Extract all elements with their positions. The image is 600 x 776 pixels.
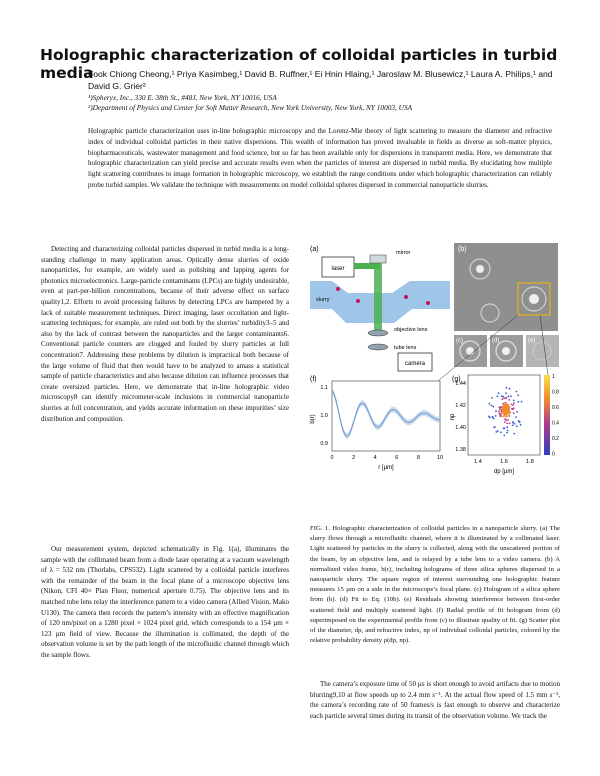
scatter-point: [506, 423, 508, 425]
colorbar: [544, 375, 550, 455]
xtick: 10: [436, 455, 444, 461]
ytick: 1.0: [320, 413, 328, 419]
objective-lens-label: objective lens: [394, 327, 428, 333]
scatter-point: [501, 395, 503, 397]
mirror: [370, 255, 386, 263]
scatter-point: [500, 431, 502, 433]
xtick: 0: [330, 455, 334, 461]
tube-lens-shape: [368, 344, 388, 350]
scatter-point: [503, 396, 505, 398]
scatter-point: [513, 412, 515, 414]
hologram-center: [476, 265, 484, 273]
scatter-point: [492, 406, 494, 408]
scatter-point: [513, 402, 515, 404]
scatter-point: [512, 421, 514, 423]
body-paragraph-intro: Detecting and characterizing colloidal particles dispersed in turbid media is a long-standing challenge in many application areas. Optically dense slurries of oxide nanoparticles, for example, are widely used as polishing and lapping agents for photonics microelectronics. Large-particle contaminants (LPCs) are highly undesirable, even at part-per-billion concentrations, because of their adverse effect on surface quality1,2. Efforts to avoid processing failures by detecting LPCs are hampered by a lack of suitable measurement techniques. Direct imaging, laser occultation and light-scattering techniques, for example, are ruled out both by the slurries’ turbidity3–5 and also by the lack of contrast between the nanoparticles and the larger contaminants6. Conventional particle counters are clogged and fouled by slurry particles at full concentration7. Addressing these problems by dilution is impractical both because of the large volume of fluid that then would have to be analyzed to amass a statistical sample of particle characteristics and also because dilution can influence processes that create oversized particles. Here, we demonstrate that in-line holographic video microscopy8 can identify micrometer-scale inclusions in commercial nanoparticle slurries at full concentration, and yields accurate information on these impurities’ size distribution and composition.: [41, 245, 289, 423]
panel-label-b: (b): [458, 246, 467, 253]
scatter-point: [520, 424, 522, 426]
ytick: 1.44: [455, 381, 466, 387]
scatter-point: [509, 423, 511, 425]
scatter-point: [499, 413, 501, 415]
scatter-point: [512, 404, 514, 406]
scatter-point: [513, 407, 515, 409]
scatter-point: [499, 409, 501, 411]
scatter-point: [497, 395, 499, 397]
author-list: Fook Chiong Cheong,¹ Priya Kasimbeg,¹ David B. Ruffner,¹ Ei Hnin Hlaing,¹ Jaroslaw M. Blusewicz,¹ Laura A. Philips,¹ and David G. Grier²: [88, 69, 553, 91]
x-axis-label: r [µm]: [378, 465, 394, 471]
panel-label-d: (d): [492, 338, 500, 344]
y-axis-label: np: [450, 413, 456, 421]
x-axis-label: dp [µm]: [493, 469, 515, 475]
scatter-point: [511, 404, 513, 406]
colorbar-tick: 0.4: [552, 420, 559, 427]
xtick: 6: [395, 455, 399, 461]
scatter-point: [511, 408, 513, 410]
scatter-point: [508, 414, 510, 416]
panel-label-g: (g): [452, 376, 461, 383]
slurry-label: slurry: [316, 297, 330, 303]
scatter-point: [521, 401, 523, 403]
xtick: 8: [416, 455, 420, 461]
scatter-point: [510, 396, 512, 398]
scatter-point: [506, 387, 508, 389]
objective-lens-shape: [368, 330, 388, 336]
ytick: 1.38: [455, 447, 466, 453]
colorbar-tick: 1: [552, 374, 555, 380]
scatter-point: [497, 430, 499, 432]
scatter-point: [507, 419, 509, 421]
scatter-point: [506, 432, 508, 434]
xtick: 2: [352, 455, 356, 461]
scatter-point: [509, 388, 511, 390]
xtick: 1.8: [526, 459, 534, 465]
scatter-point: [516, 411, 518, 413]
scatter-point: [495, 431, 497, 433]
colorbar-tick: 0.8: [552, 389, 559, 396]
scatter-point: [491, 397, 493, 399]
scatter-point: [489, 403, 491, 405]
scatter-point: [508, 399, 510, 401]
particle: [336, 287, 340, 291]
colorbar-tick: 0: [552, 451, 555, 458]
data-band: [332, 388, 440, 439]
scatter-point: [503, 398, 505, 400]
scatter-point: [517, 394, 519, 396]
panel-label-c: (c): [456, 338, 463, 344]
hologram-center: [529, 294, 539, 304]
colorbar-tick: 0.2: [552, 436, 559, 442]
scatter-point: [494, 426, 496, 428]
density-peak: [502, 403, 510, 415]
panel-a-schematic: [310, 246, 450, 371]
scatter-point: [498, 406, 500, 408]
ytick: 0.9: [320, 441, 328, 447]
scatter-point: [514, 423, 516, 425]
laser-beam-vertical: [374, 263, 382, 331]
scatter-point: [515, 416, 517, 418]
scatter-point: [516, 425, 518, 427]
scatter-point: [504, 427, 506, 429]
scatter-point: [508, 395, 510, 397]
ytick: 1.40: [455, 425, 466, 431]
affiliation-2: ²)Department of Physics and Center for Soft Matter Research, New York University, New York, NY 10003, USA: [88, 102, 413, 112]
affiliation-1: ¹)Spheryx, Inc., 330 E. 38th St., #48J, New York, NY 10016, USA: [88, 93, 277, 102]
scatter-point: [512, 425, 514, 427]
xtick: 4: [373, 455, 377, 461]
figure-1: [308, 241, 562, 513]
paper-title: Holographic characterization of colloidal particles in turbid media: [40, 46, 558, 82]
panel-b-hologram: [454, 243, 558, 331]
ytick: 1.42: [455, 403, 466, 409]
scatter-point: [495, 415, 497, 417]
panel-f-profile: [310, 376, 443, 471]
scatter-point: [501, 398, 503, 400]
scatter-point: [505, 419, 507, 421]
ytick: 1.1: [320, 385, 328, 391]
scatter-point: [505, 392, 507, 394]
panel-g-scatter: [450, 374, 559, 475]
particle: [356, 299, 360, 303]
scatter-point: [495, 410, 497, 412]
scatter-point: [500, 415, 502, 417]
particle: [404, 295, 408, 299]
particle: [426, 301, 430, 305]
scatter-point: [492, 417, 494, 419]
scatter-point: [498, 411, 500, 413]
tube-lens-label: tube lens: [394, 345, 417, 351]
scatter-point: [507, 430, 509, 432]
scatter-point: [506, 426, 508, 428]
body-paragraph-camera: The camera’s exposure time of 50 µs is short enough to avoid artifacts due to motion blurring9,10 at flow speeds up to 2.4 mm s⁻¹. At the actual flow speed of 1.5 mm s⁻¹, the camera’s recording rate of 50 frames/s is fast enough to observe and characterize each particle several times during its transit of the observation volume. We track the: [310, 680, 560, 720]
scatter-point: [491, 405, 493, 407]
scatter-point: [498, 392, 500, 394]
panel-label-e: (e): [528, 338, 536, 344]
scatter-point: [518, 401, 520, 403]
camera-label: camera: [404, 361, 426, 367]
mirror-label: mirror: [396, 250, 411, 256]
scatter-point: [504, 421, 506, 423]
hologram-frame: [454, 243, 558, 331]
laser-label: laser: [331, 266, 345, 272]
scatter-point: [518, 420, 520, 422]
colorbar-tick: 0.6: [552, 405, 559, 411]
xtick: 1.6: [500, 459, 508, 465]
scatter-point: [500, 410, 502, 412]
xtick: 1.4: [474, 459, 482, 465]
panel-label-a: (a): [310, 246, 319, 253]
scatter-point: [505, 397, 507, 399]
body-paragraph-setup: Our measurement system, depicted schematically in Fig. 1(a), illuminates the sample with the collimated beam from a diode laser operating at a vacuum wavelength of λ = 532 nm (Thorlabs, CPS532). Light scattered by a colloidal particle interferes with the remainder of the beam in the focal plane of a microscope objective lens (Nikon, CFI 40× Plan Fluor, numerical aperture 0.75). The objective lens and its matched tube lens relay the interference pattern to a video camera (Allied Vision, Mako U130). The camera then records the pattern’s intensity with an effective magnification of 120 nm/pixel on a 1280 pixel × 1024 pixel grid, which corresponds to a 154 µm × 123 µm field of view. Because the illumination is collimated, the depth of the observation volume is set by the path length of the microfluidic channel through which the sample flows.: [41, 545, 289, 659]
scatter-point: [516, 391, 518, 393]
scatter-point: [513, 433, 515, 435]
panel-label-f: (f): [310, 376, 317, 383]
scatter-point: [513, 400, 515, 402]
figure-caption: FIG. 1. Holographic characterization of colloidal particles in a nanoparticle slurry. (a) The slurry flows through a microfluidic channel, where it is illuminated by a collimated laser. Light scattered by particles in the slurry is collected, along with the unscattered portion of the beam, by an objective lens, and is relayed by a tube lens to a video camera. (b) A normalized video frame, b(r), including holograms of three silica spheres dispersed in a nanoparticle slurry. The square region of interest surrounding one holographic feature measures 15 µm on a side in the microscope’s focal plane. (c) Hologram of a silica sphere from (b). (d) Fit to Eq. (10b). (e) Residuals showing interference between first-order scattered field and multiply scattered light. (f) Radial profile of fit hologram from (d) superimposed on the experimental profile from (c) to illustrate quality of fit. (g) Scatter plot of the diameter, dp, and refractive index, np of individual colloidal particles, colored by the relative probability density ρ(dp, np).: [310, 525, 560, 645]
scatter-point: [488, 416, 490, 418]
scatter-point: [503, 435, 505, 437]
abstract: Holographic particle characterization uses in-line holographic microscopy and the Lorenz-Mie theory of light scattering to measure the diameter and refractive index of individual colloidal particles in their native dispersions. This wealth of information has proved invaluable in fields as diverse as soft-matter physics, biopharmaceuticals, wastewater management and food science, but so far has been available only for dispersions in transparent media. Here, we demonstrate that holographic characterization can yield precise and accurate results even when the particles of interest are dispersed in turbid media. By elucidating how multiple light scattering contributes to image formation in holographic microscopy, we establish the range conditions under which holographic characterization can reliably probe turbid samples. We validate the technique with measurements on model colloidal spheres dispersed in commercial nanoparticle slurries.: [88, 127, 552, 189]
y-axis-label: b(r): [310, 414, 316, 424]
